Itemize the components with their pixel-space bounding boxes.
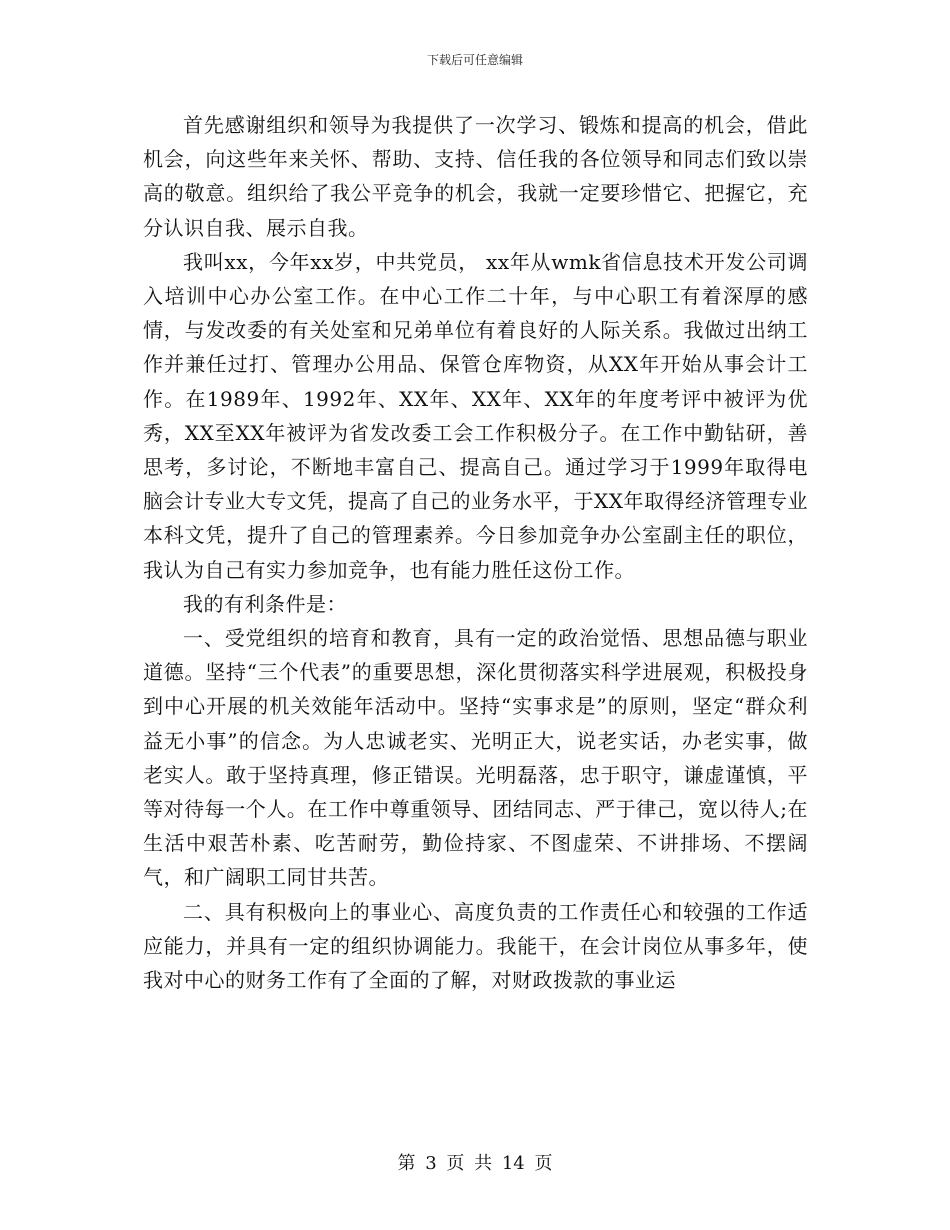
paragraph-1: 首先感谢组织和领导为我提供了一次学习、锻炼和提高的机会，借此机会，向这些年来关怀、帮助、支持、信任我的各位领导和同志们致以崇高的敬意。组织给了我公平竞争的机会，我就一定要珍惜它、把握它，充分认识自我、展示自我。 bbox=[143, 113, 808, 240]
paragraph-4: 一、受党组织的培育和教育，具有一定的政治觉悟、思想品德与职业道德。坚持“三个代表”的重要思想，深化贯彻落实科学进展观，积极投身到中心开展的机关效能年活动中。坚持“实事求是”的原则，坚定“群众利益无小事”的信念。为人忠诚老实、光明正大，说老实话，办老实事，做老实人。敢于坚持真理，修正错误。光明磊落，忠于职守，谦虚谨慎，平等对待每一个人。在工作中尊重领导、团结同志、严于律己，宽以待人;在生活中艰苦朴素、吃苦耐劳，勤俭持家、不图虚荣、不讲排场、不摆阔气，和广阔职工同甘共苦。 bbox=[143, 626, 808, 890]
paragraph-5: 二、具有积极向上的事业心、高度负责的工作责任心和较强的工作适应能力，并具有一定的组织协调能力。我能干，在会计岗位从事多年，使我对中心的财务工作有了全面的了解，对财政拨款的事业运 bbox=[143, 899, 808, 993]
document-body bbox=[143, 108, 808, 997]
page-number-footer: 第 3 页 共 14 页 bbox=[397, 1153, 553, 1174]
paragraph-2: 我叫xx，今年xx岁，中共党员， xx年从wmk省信息技术开发公司调入培训中心办公室工作。在中心工作二十年，与中心职工有着深厚的感情，与发改委的有关处室和兄弟单位有着良好的人际关系。我做过出纳工作并兼任过打、管理办公用品、保管仓库物资，从XX年开始从事会计工作。在1989年、1992年、XX年、XX年、XX年的年度考评中被评为优秀，XX至XX年被评为省发改委工会工作积极分子。在工作中勤钻研，善思考，多讨论，不断地丰富自己、提高自己。通过学习于1999年取得电脑会计专业大专文凭，提高了自己的业务水平，于XX年取得经济管理专业本科文凭，提升了自己的管理素养。今日参加竞争办公室副主任的职位，我认为自己有实力参加竞争，也有能力胜任这份工作。 bbox=[143, 249, 808, 582]
page-header: 下载后可任意编辑 bbox=[426, 53, 523, 67]
paragraph-3: 我的有利条件是： bbox=[183, 591, 347, 616]
